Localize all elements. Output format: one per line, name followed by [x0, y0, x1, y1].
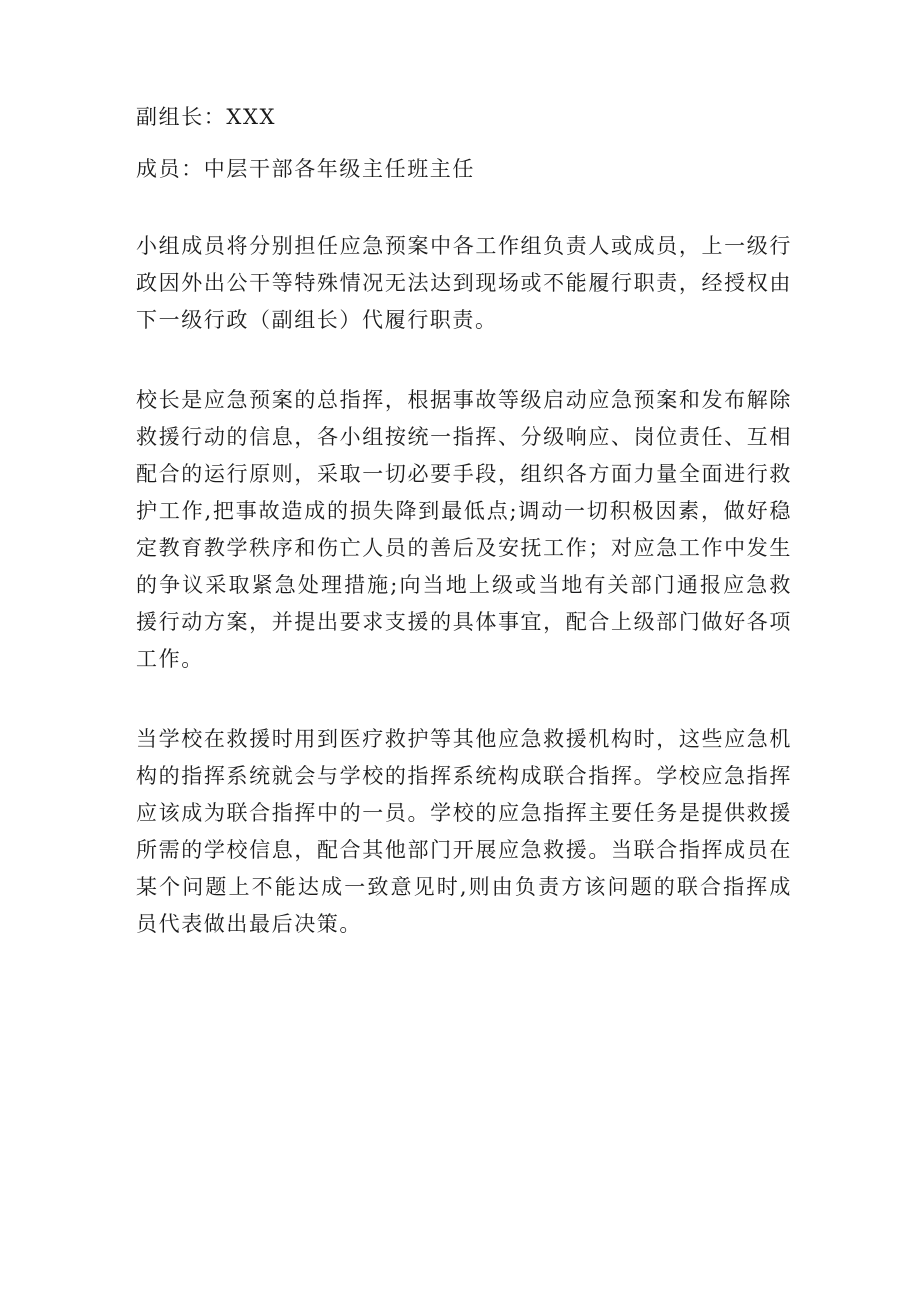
- members-line: 成员：中层干部各年级主任班主任: [136, 157, 475, 181]
- paragraph-principal-command: 校长是应急预案的总指挥，根据事故等级启动应急预案和发布解除救援行动的信息，各小组按统一指挥、分级响应、岗位责任、互相配合的运行原则，采取一切必要手段，组织各方面力量全面进行救护工作,把事故造成的损失降到最低点;调动一切积极因素，做好稳定教育教学秩序和伤亡人员的善后及安抚工作；对应急工作中发生的争议采取紧急处理措施;向当地上级或当地有关部门通报应急救援行动方案，并提出要求支援的具体事宜，配合上级部门做好各项工作。: [136, 388, 792, 671]
- deputy-leader-line: 副组长：XXX: [136, 105, 277, 129]
- document-body: [136, 98, 792, 943]
- paragraph-group-duties: 小组成员将分别担任应急预案中各工作组负责人或成员，上一级行政因外出公干等特殊情况无法达到现场或不能履行职责，经授权由下一级行政（副组长）代履行职责。: [136, 234, 792, 332]
- paragraph-joint-command: 当学校在救援时用到医疗救护等其他应急救援机构时，这些应急机构的指挥系统就会与学校的指挥系统构成联合指挥。学校应急指挥应该成为联合指挥中的一员。学校的应急指挥主要任务是提供救援所需的学校信息，配合其他部门开展应急救援。当联合指挥成员在某个问题上不能达成一致意见时,则由负责方该问题的联合指挥成员代表做出最后决策。: [136, 727, 792, 936]
